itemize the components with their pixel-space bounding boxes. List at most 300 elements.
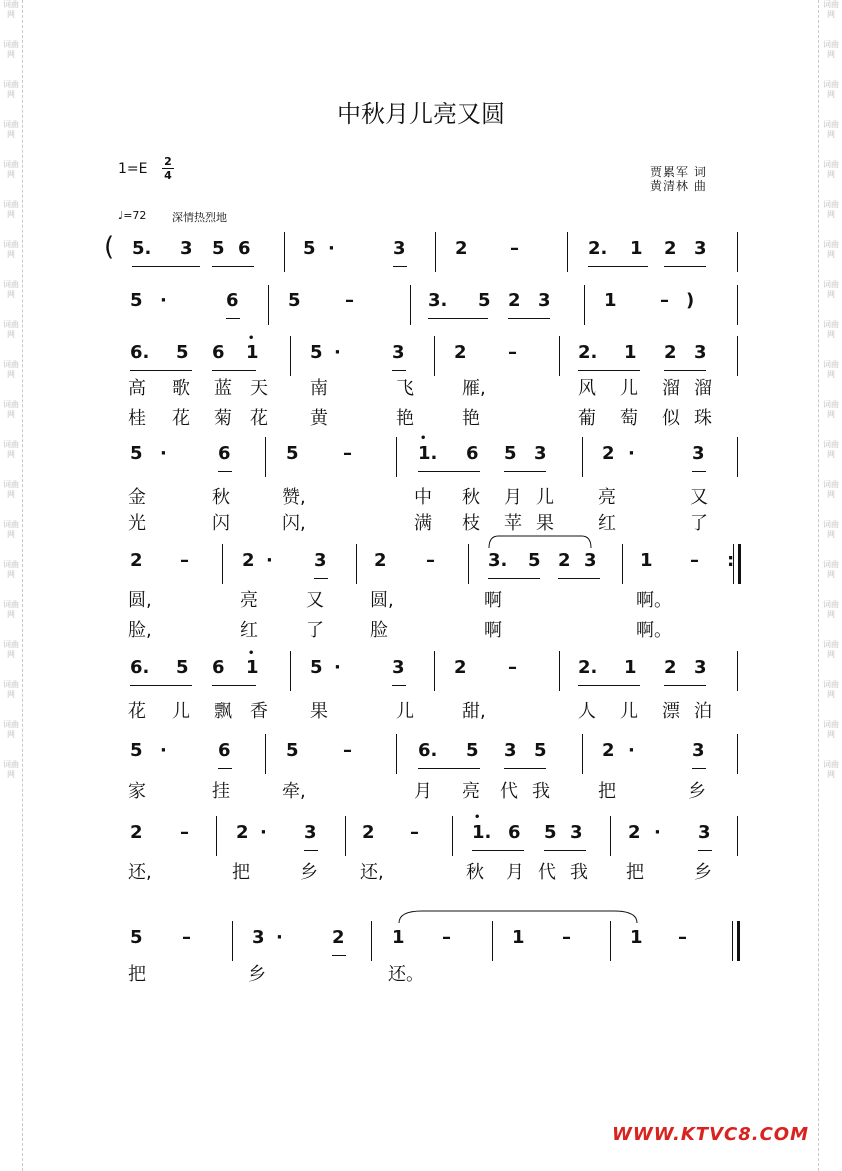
lyric-syllable: 枝 bbox=[462, 513, 480, 534]
dash-note: · bbox=[628, 443, 635, 464]
note: 5 bbox=[310, 657, 323, 678]
high-octave-dot: • bbox=[420, 433, 427, 444]
bar-line bbox=[737, 285, 738, 325]
bar-line bbox=[610, 921, 611, 961]
bar-line bbox=[265, 437, 266, 477]
note: 2. bbox=[578, 342, 598, 363]
bar-line bbox=[732, 921, 733, 961]
key-signature: 1=E bbox=[118, 161, 148, 177]
dash-note: · bbox=[654, 822, 661, 843]
watermark-text: 词曲网 bbox=[823, 200, 839, 219]
note: 6 bbox=[226, 290, 239, 311]
lyric-syllable: 啊。 bbox=[636, 620, 672, 641]
lyric-syllable: 闪 bbox=[212, 513, 230, 534]
underline-beam bbox=[212, 370, 256, 371]
note: 2 bbox=[236, 822, 249, 843]
note: 6 bbox=[508, 822, 521, 843]
note: 3 bbox=[304, 822, 317, 843]
lyric-syllable: 风 bbox=[578, 378, 596, 399]
slur-arc bbox=[398, 910, 638, 924]
lyric-syllable: 溜 bbox=[694, 378, 712, 399]
lyric-syllable: 艳 bbox=[396, 408, 414, 429]
note: 5 bbox=[544, 822, 557, 843]
dash-note: · bbox=[328, 238, 335, 259]
dash-note: – bbox=[180, 550, 189, 571]
bar-line bbox=[559, 651, 560, 691]
dash-note: – bbox=[508, 657, 517, 678]
underline-beam bbox=[212, 685, 256, 686]
watermark-text: 词曲网 bbox=[3, 160, 19, 179]
note: 1 bbox=[640, 550, 653, 571]
bar-line bbox=[216, 816, 217, 856]
underline-beam bbox=[304, 850, 318, 851]
note: 6 bbox=[212, 657, 225, 678]
watermark-text: 词曲网 bbox=[3, 440, 19, 459]
lyric-syllable: 花 bbox=[250, 408, 268, 429]
tempo-marking: ♩=72 bbox=[118, 209, 147, 222]
bar-line bbox=[371, 921, 372, 961]
watermark-text: 词曲网 bbox=[3, 400, 19, 419]
note: 5 bbox=[528, 550, 541, 571]
note: 6 bbox=[212, 342, 225, 363]
lyric-syllable: 乡 bbox=[694, 862, 712, 883]
note: 3 bbox=[538, 290, 551, 311]
note: 1 bbox=[630, 238, 643, 259]
underline-beam bbox=[418, 471, 480, 472]
watermark-text: 词曲网 bbox=[3, 200, 19, 219]
note: 1 bbox=[624, 657, 637, 678]
right-watermark-strip bbox=[822, 0, 840, 1171]
underline-beam bbox=[130, 370, 192, 371]
lyric-syllable: 南 bbox=[310, 378, 328, 399]
note: 6 bbox=[238, 238, 251, 259]
expression-marking: 深情热烈地 bbox=[172, 211, 227, 224]
note: 1 bbox=[392, 927, 405, 948]
lyric-syllable: 儿 bbox=[172, 701, 190, 722]
dash-note: · bbox=[160, 740, 167, 761]
watermark-text: 词曲网 bbox=[823, 680, 839, 699]
watermark-text: 词曲网 bbox=[823, 160, 839, 179]
bar-line bbox=[356, 544, 357, 584]
note: 2 bbox=[664, 342, 677, 363]
underline-beam bbox=[226, 318, 240, 319]
underline-beam bbox=[588, 266, 648, 267]
note: 1 bbox=[246, 342, 259, 363]
lyric-syllable: 漂 bbox=[662, 701, 680, 722]
lyric-syllable: 赞, bbox=[282, 487, 306, 508]
lyric-syllable: 似 bbox=[662, 408, 680, 429]
underline-beam bbox=[578, 685, 640, 686]
lyric-syllable: 秋 bbox=[212, 487, 230, 508]
note: 5 bbox=[212, 238, 225, 259]
note: 6. bbox=[130, 342, 150, 363]
watermark-text: 词曲网 bbox=[3, 360, 19, 379]
note: 2 bbox=[628, 822, 641, 843]
note: 2 bbox=[130, 822, 143, 843]
lyric-syllable: 了 bbox=[690, 513, 708, 534]
note: 6. bbox=[130, 657, 150, 678]
dash-note: – bbox=[182, 927, 191, 948]
lyric-syllable: 金 bbox=[128, 487, 146, 508]
underline-beam bbox=[132, 266, 200, 267]
note: 3 bbox=[180, 238, 193, 259]
note: 5 bbox=[130, 443, 143, 464]
lyric-syllable: 儿 bbox=[536, 487, 554, 508]
note: 3 bbox=[570, 822, 583, 843]
lyric-syllable: 飞 bbox=[396, 378, 414, 399]
bar-line bbox=[232, 921, 233, 961]
underline-beam bbox=[212, 266, 254, 267]
note: 3 bbox=[252, 927, 265, 948]
lyric-syllable: 果 bbox=[536, 513, 554, 534]
lyric-syllable: 圆, bbox=[128, 590, 152, 611]
dash-note: – bbox=[426, 550, 435, 571]
note: 1 bbox=[604, 290, 617, 311]
composer-credit: 黄清林 曲 bbox=[650, 179, 707, 193]
underline-beam bbox=[428, 318, 488, 319]
lyric-syllable: 把 bbox=[626, 862, 644, 883]
dash-note: · bbox=[266, 550, 273, 571]
lyric-syllable: 亮 bbox=[462, 781, 480, 802]
note: 6. bbox=[418, 740, 438, 761]
note: 3 bbox=[392, 657, 405, 678]
lyric-syllable: 溜 bbox=[662, 378, 680, 399]
note: 3 bbox=[314, 550, 327, 571]
bar-line bbox=[737, 921, 740, 961]
bar-line bbox=[410, 285, 411, 325]
underline-beam bbox=[664, 685, 706, 686]
note: 6 bbox=[218, 443, 231, 464]
note: 5 bbox=[130, 290, 143, 311]
slur-arc bbox=[488, 535, 592, 549]
watermark-text: 词曲网 bbox=[823, 640, 839, 659]
note: 5 bbox=[130, 927, 143, 948]
note: 2 bbox=[508, 290, 521, 311]
lyric-syllable: 月 bbox=[414, 781, 432, 802]
watermark-text: 词曲网 bbox=[3, 240, 19, 259]
watermark-text: 词曲网 bbox=[823, 560, 839, 579]
bar-line bbox=[737, 816, 738, 856]
note: 3 bbox=[694, 342, 707, 363]
dash-note: · bbox=[276, 927, 283, 948]
underline-beam bbox=[664, 370, 706, 371]
dash-note: · bbox=[160, 290, 167, 311]
underline-beam bbox=[314, 578, 328, 579]
underline-beam bbox=[504, 768, 546, 769]
note: 5 bbox=[534, 740, 547, 761]
underline-beam bbox=[472, 850, 524, 851]
watermark-text: 词曲网 bbox=[3, 120, 19, 139]
lyric-syllable: 我 bbox=[570, 862, 588, 883]
note: 2 bbox=[374, 550, 387, 571]
repeat-dots: : bbox=[727, 550, 735, 571]
underline-beam bbox=[218, 768, 232, 769]
lyric-syllable: 歌 bbox=[172, 378, 190, 399]
underline-beam bbox=[393, 266, 407, 267]
note: 5 bbox=[310, 342, 323, 363]
time-signature-bottom: 4 bbox=[164, 169, 172, 182]
high-octave-dot: • bbox=[474, 812, 481, 823]
note: 5 bbox=[286, 443, 299, 464]
lyric-syllable: 红 bbox=[240, 620, 258, 641]
note: 3 bbox=[504, 740, 517, 761]
note: 5 bbox=[303, 238, 316, 259]
bar-line bbox=[265, 734, 266, 774]
lyric-syllable: 我 bbox=[532, 781, 550, 802]
lyric-syllable: 挂 bbox=[212, 781, 230, 802]
lyric-syllable: 还, bbox=[128, 862, 152, 883]
note: 1. bbox=[472, 822, 492, 843]
lyric-syllable: 还。 bbox=[388, 964, 424, 985]
high-octave-dot: • bbox=[248, 648, 255, 659]
bar-line bbox=[396, 734, 397, 774]
lyric-syllable: 珠 bbox=[694, 408, 712, 429]
lyric-syllable: 又 bbox=[690, 487, 708, 508]
watermark-text: 词曲网 bbox=[823, 720, 839, 739]
lyric-syllable: 月 bbox=[504, 487, 522, 508]
dash-note: – bbox=[508, 342, 517, 363]
time-signature-top: 2 bbox=[162, 155, 174, 169]
lyric-syllable: 了 bbox=[306, 620, 324, 641]
note: 2 bbox=[455, 238, 468, 259]
lyric-syllable: 香 bbox=[250, 701, 268, 722]
note: 5 bbox=[176, 657, 189, 678]
lyric-syllable: 乡 bbox=[300, 862, 318, 883]
underline-beam bbox=[332, 955, 346, 956]
note: 2 bbox=[454, 342, 467, 363]
dash-note: · bbox=[334, 342, 341, 363]
bar-line bbox=[737, 336, 738, 376]
note: 2 bbox=[130, 550, 143, 571]
bar-line bbox=[584, 285, 585, 325]
dash-note: · bbox=[628, 740, 635, 761]
dash-note: – bbox=[562, 927, 571, 948]
dash-note: · bbox=[260, 822, 267, 843]
note: ) bbox=[686, 290, 695, 311]
bar-line bbox=[434, 336, 435, 376]
note: 3 bbox=[692, 740, 705, 761]
watermark-text: 词曲网 bbox=[3, 480, 19, 499]
bar-line bbox=[559, 336, 560, 376]
lyric-syllable: 代 bbox=[538, 862, 556, 883]
dash-note: · bbox=[160, 443, 167, 464]
note: 2. bbox=[578, 657, 598, 678]
lyric-syllable: 还, bbox=[360, 862, 384, 883]
open-paren: ( bbox=[104, 232, 115, 262]
lyric-syllable: 把 bbox=[128, 964, 146, 985]
note: 2 bbox=[362, 822, 375, 843]
bar-line bbox=[610, 816, 611, 856]
note: 5 bbox=[504, 443, 517, 464]
watermark-text: 词曲网 bbox=[823, 600, 839, 619]
note: 6 bbox=[218, 740, 231, 761]
watermark-text: 词曲网 bbox=[823, 240, 839, 259]
bar-line bbox=[737, 232, 738, 272]
note: 2 bbox=[664, 238, 677, 259]
watermark-text: 词曲网 bbox=[823, 520, 839, 539]
lyric-syllable: 葡 bbox=[578, 408, 596, 429]
watermark-text: 词曲网 bbox=[823, 480, 839, 499]
note: 3 bbox=[694, 238, 707, 259]
bar-line bbox=[738, 544, 741, 584]
lyric-syllable: 儿 bbox=[620, 378, 638, 399]
bar-line bbox=[622, 544, 623, 584]
underline-beam bbox=[664, 266, 706, 267]
underline-beam bbox=[392, 685, 406, 686]
lyric-syllable: 月 bbox=[506, 862, 524, 883]
lyric-syllable: 满 bbox=[414, 513, 432, 534]
bar-line bbox=[284, 232, 285, 272]
watermark-text: 词曲网 bbox=[3, 40, 19, 59]
watermark-text: 词曲网 bbox=[823, 280, 839, 299]
underline-beam bbox=[504, 471, 546, 472]
lyric-syllable: 啊 bbox=[484, 590, 502, 611]
bar-line bbox=[268, 285, 269, 325]
note: 3 bbox=[698, 822, 711, 843]
underline-beam bbox=[558, 578, 600, 579]
lyric-syllable: 飘 bbox=[214, 701, 232, 722]
watermark-text: 词曲网 bbox=[823, 400, 839, 419]
lyric-syllable: 艳 bbox=[462, 408, 480, 429]
lyric-syllable: 把 bbox=[232, 862, 250, 883]
watermark-text: 词曲网 bbox=[823, 440, 839, 459]
lyric-syllable: 啊。 bbox=[636, 590, 672, 611]
website-watermark: WWW.KTVC8.COM bbox=[612, 1124, 809, 1145]
left-dashed-border bbox=[22, 0, 23, 1171]
bar-line bbox=[222, 544, 223, 584]
underline-beam bbox=[544, 850, 586, 851]
watermark-text: 词曲网 bbox=[3, 560, 19, 579]
note: 3 bbox=[534, 443, 547, 464]
bar-line bbox=[737, 651, 738, 691]
lyric-syllable: 闪, bbox=[282, 513, 306, 534]
dash-note: – bbox=[180, 822, 189, 843]
lyric-syllable: 儿 bbox=[620, 701, 638, 722]
note: 1. bbox=[418, 443, 438, 464]
note: 1 bbox=[512, 927, 525, 948]
underline-beam bbox=[418, 768, 480, 769]
note: 5 bbox=[478, 290, 491, 311]
underline-beam bbox=[508, 318, 550, 319]
note: 2 bbox=[664, 657, 677, 678]
watermark-text: 词曲网 bbox=[3, 600, 19, 619]
underline-beam bbox=[692, 471, 706, 472]
lyric-syllable: 天 bbox=[250, 378, 268, 399]
note: 3 bbox=[694, 657, 707, 678]
lyric-syllable: 圆, bbox=[370, 590, 394, 611]
watermark-text: 词曲网 bbox=[823, 320, 839, 339]
note: 5 bbox=[286, 740, 299, 761]
watermark-text: 词曲网 bbox=[3, 680, 19, 699]
bar-line bbox=[290, 651, 291, 691]
lyric-syllable: 把 bbox=[598, 781, 616, 802]
watermark-text: 词曲网 bbox=[823, 0, 839, 19]
left-watermark-strip bbox=[2, 0, 20, 1171]
note: 3 bbox=[393, 238, 406, 259]
underline-beam bbox=[578, 370, 640, 371]
underline-beam bbox=[698, 850, 712, 851]
lyric-syllable: 光 bbox=[128, 513, 146, 534]
watermark-text: 词曲网 bbox=[3, 320, 19, 339]
lyric-syllable: 甜, bbox=[462, 701, 486, 722]
note: 3 bbox=[392, 342, 405, 363]
watermark-text: 词曲网 bbox=[3, 520, 19, 539]
bar-line bbox=[492, 921, 493, 961]
dash-note: – bbox=[660, 290, 669, 311]
bar-line bbox=[582, 437, 583, 477]
lyric-syllable: 啊 bbox=[484, 620, 502, 641]
watermark-text: 词曲网 bbox=[3, 0, 19, 19]
lyric-syllable: 花 bbox=[128, 701, 146, 722]
song-title: 中秋月儿亮又圆 bbox=[337, 100, 505, 128]
note: 1 bbox=[246, 657, 259, 678]
dash-note: – bbox=[510, 238, 519, 259]
bar-line bbox=[345, 816, 346, 856]
underline-beam bbox=[218, 471, 232, 472]
underline-beam bbox=[392, 370, 406, 371]
note: 5. bbox=[132, 238, 152, 259]
lyric-syllable: 苹 bbox=[504, 513, 522, 534]
note: 2 bbox=[332, 927, 345, 948]
note: 5 bbox=[130, 740, 143, 761]
lyric-syllable: 家 bbox=[128, 781, 146, 802]
note: 3. bbox=[428, 290, 448, 311]
lyric-syllable: 高 bbox=[128, 378, 146, 399]
lyric-syllable: 秋 bbox=[462, 487, 480, 508]
underline-beam bbox=[488, 578, 540, 579]
lyric-syllable: 乡 bbox=[248, 964, 266, 985]
bar-line bbox=[733, 544, 734, 584]
lyric-syllable: 人 bbox=[578, 701, 596, 722]
bar-line bbox=[290, 336, 291, 376]
underline-beam bbox=[692, 768, 706, 769]
lyric-syllable: 花 bbox=[172, 408, 190, 429]
lyric-syllable: 秋 bbox=[466, 862, 484, 883]
bar-line bbox=[737, 734, 738, 774]
lyric-syllable: 亮 bbox=[240, 590, 258, 611]
watermark-text: 词曲网 bbox=[3, 760, 19, 779]
bar-line bbox=[452, 816, 453, 856]
dash-note: · bbox=[334, 657, 341, 678]
lyric-syllable: 乡 bbox=[688, 781, 706, 802]
note: 2 bbox=[454, 657, 467, 678]
dash-note: – bbox=[343, 443, 352, 464]
note: 2 bbox=[602, 740, 615, 761]
note: 6 bbox=[466, 443, 479, 464]
watermark-text: 词曲网 bbox=[3, 640, 19, 659]
dash-note: – bbox=[690, 550, 699, 571]
watermark-text: 词曲网 bbox=[823, 760, 839, 779]
lyric-syllable: 牵, bbox=[282, 781, 306, 802]
bar-line bbox=[434, 651, 435, 691]
watermark-text: 词曲网 bbox=[823, 80, 839, 99]
lyric-syllable: 又 bbox=[306, 590, 324, 611]
lyric-syllable: 桂 bbox=[128, 408, 146, 429]
bar-line bbox=[567, 232, 568, 272]
bar-line bbox=[737, 437, 738, 477]
note: 3. bbox=[488, 550, 508, 571]
lyric-syllable: 萄 bbox=[620, 408, 638, 429]
note: 3 bbox=[692, 443, 705, 464]
bar-line bbox=[396, 437, 397, 477]
bar-line bbox=[468, 544, 469, 584]
note: 5 bbox=[466, 740, 479, 761]
underline-beam bbox=[130, 685, 192, 686]
lyric-syllable: 蓝 bbox=[214, 378, 232, 399]
watermark-text: 词曲网 bbox=[3, 720, 19, 739]
watermark-text: 词曲网 bbox=[3, 280, 19, 299]
dash-note: – bbox=[410, 822, 419, 843]
